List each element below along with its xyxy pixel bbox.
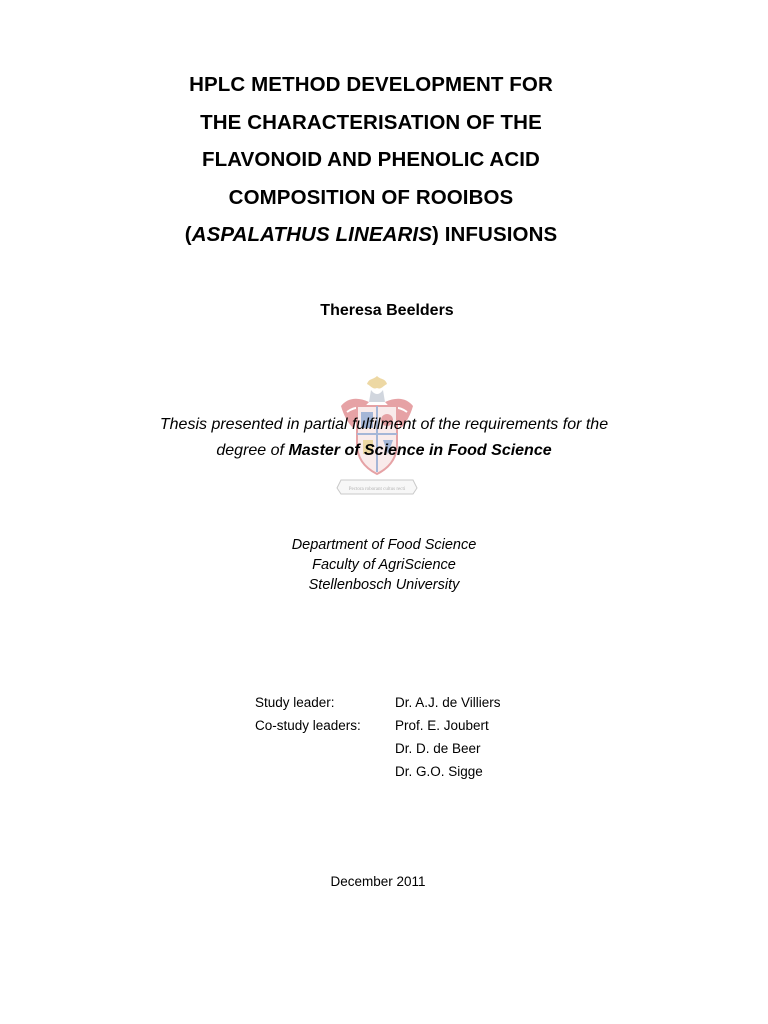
- thesis-line-1: Thesis presented in partial fulfilment of the requirements for the: [159, 416, 609, 433]
- leader-role: Study leader:: [255, 695, 335, 710]
- thesis-title: [0, 66, 742, 254]
- department-name: Department of Food Science: [291, 537, 477, 553]
- title-line-5: [0, 216, 742, 254]
- title-line-2: THE CHARACTERISATION OF THE: [200, 110, 542, 134]
- leader-role: Co-study leaders:: [255, 718, 361, 733]
- department-block: [0, 535, 768, 595]
- thesis-degree-prefix: degree of: [216, 442, 289, 459]
- thesis-statement: [0, 412, 768, 464]
- degree-name: Master of Science in Food Science: [288, 442, 552, 459]
- title-line-4: COMPOSITION OF ROOIBOS: [228, 185, 514, 209]
- title-paren-open: (: [184, 223, 192, 246]
- title-line-1: HPLC METHOD DEVELOPMENT FOR: [189, 73, 553, 96]
- author-name: Theresa Beelders: [320, 302, 454, 319]
- leader-name: Dr. D. de Beer: [395, 741, 481, 756]
- leader-name: Prof. E. Joubert: [395, 718, 489, 733]
- leader-name: Dr. A.J. de Villiers: [395, 695, 501, 710]
- submission-date: December 2011: [330, 874, 426, 889]
- title-infusions: ) INFUSIONS: [432, 223, 558, 246]
- faculty-name: Faculty of AgriScience: [312, 557, 456, 573]
- leader-name: Dr. G.O. Sigge: [395, 764, 483, 779]
- thesis-line-2: [0, 438, 768, 464]
- crest-motto: Pectora roborant cultus recti: [348, 487, 406, 492]
- title-line-3: FLAVONOID AND PHENOLIC ACID: [202, 148, 540, 171]
- title-species-name: ASPALATHUS LINEARIS: [191, 223, 432, 246]
- university-name: Stellenbosch University: [308, 577, 460, 593]
